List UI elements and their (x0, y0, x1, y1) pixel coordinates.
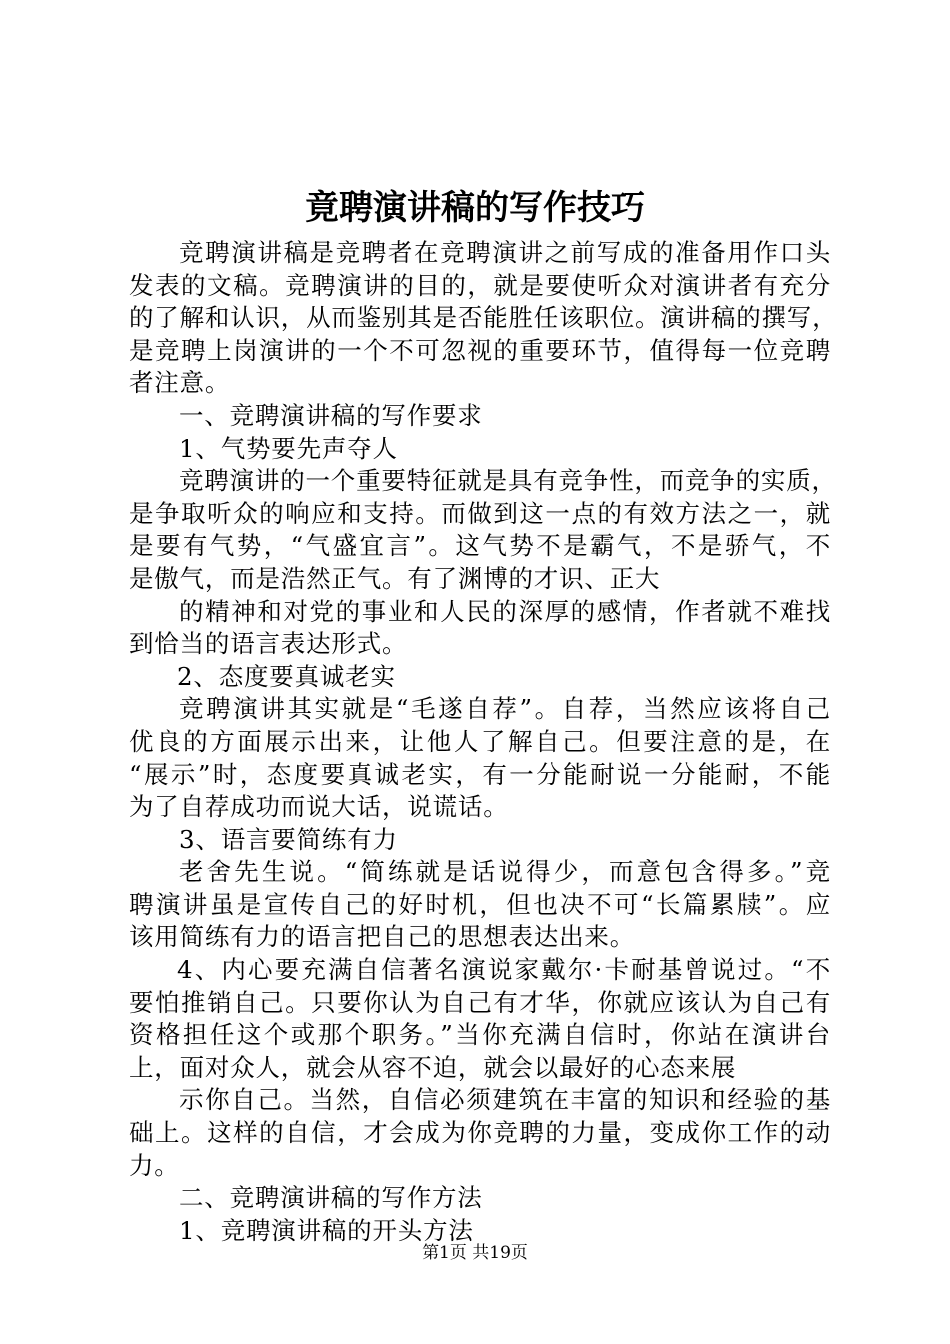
subsection-heading: 1、竞聘演讲稿的开头方法 (179, 1215, 474, 1245)
paragraph-line: 竞聘演讲的一个重要特征就是具有竞争性，而竞争的实质， (179, 466, 837, 496)
paragraph-line: 发表的文稿。竞聘演讲的目的，就是要使听众对演讲者有充分 (129, 270, 831, 300)
paragraph-line: 要怕推销自己。只要你认为自己有才华，你就应该认为自己有 (129, 987, 831, 1017)
paragraph-line: 该用简练有力的语言把自己的思想表达出来。 (129, 922, 635, 952)
paragraph-line: 是争取听众的响应和支持。而做到这一点的有效方法之一，就 (129, 498, 831, 528)
paragraph-line: 的精神和对党的事业和人民的深厚的感情，作者就不难找 (179, 596, 831, 626)
paragraph-line: 是要有气势，“气盛宜言”。这气势不是霸气，不是骄气，不 (129, 531, 831, 561)
subsection-heading: 2、态度要真诚老实 (177, 661, 396, 691)
paragraph-line: 为了自荐成功而说大话，说谎话。 (129, 792, 509, 822)
paragraph-line: 竞聘演讲其实就是“毛遂自荐”。自荐，当然应该将自己 (179, 694, 831, 724)
subsection-heading: 1、气势要先声夺人 (179, 433, 398, 463)
paragraph-line: 者注意。 (129, 368, 231, 398)
paragraph-line: 到恰当的语言表达形式。 (129, 629, 408, 659)
paragraph-line: 资格担任这个或那个职务。”当你充满自信时，你站在演讲台 (129, 1020, 831, 1050)
page-number-footer: 第1页 共19页 (422, 1243, 528, 1263)
paragraph-line: 竞聘演讲稿是竞聘者在竞聘演讲之前写成的准备用作口头 (179, 238, 831, 267)
paragraph-line: 的了解和认识，从而鉴别其是否能胜任该职位。演讲稿的撰写， (129, 303, 838, 333)
paragraph-line: 聘演讲虽是宣传自己的好时机，但也决不可“长篇累牍”。应 (129, 889, 831, 919)
document-title: 竟聘演讲稿的写作技巧 (305, 188, 645, 228)
paragraph-line: 优良的方面展示出来，让他人了解自己。但要注意的是，在 (129, 726, 831, 756)
section-heading: 二、竞聘演讲稿的写作方法 (179, 1183, 483, 1213)
paragraph-line: 4、内心要充满自信著名演说家戴尔·卡耐基曾说过。“不 (177, 955, 831, 985)
paragraph-line: 老舍先生说。“简练就是话说得少，而意包含得多。”竞 (179, 857, 831, 887)
paragraph-line: 础上。这样的自信，才会成为你竞聘的力量，变成你工作的动 (129, 1118, 831, 1148)
paragraph-line: 示你自己。当然，自信必须建筑在丰富的知识和经验的基 (179, 1085, 831, 1115)
paragraph-line: 上，面对众人，就会从容不迫，就会以最好的心态来展 (129, 1052, 737, 1082)
paragraph-line: “展示”时，态度要真诚老实，有一分能耐说一分能耐，不能 (129, 759, 831, 789)
paragraph-line: 是傲气，而是浩然正气。有了渊博的才识、正大 (129, 563, 661, 593)
document-body (129, 237, 838, 1247)
section-heading: 一、竞聘演讲稿的写作要求 (179, 400, 483, 430)
paragraph-line: 力。 (129, 1150, 180, 1180)
paragraph-line: 是竞聘上岗演讲的一个不可忽视的重要环节，值得每一位竞聘 (129, 335, 831, 365)
subsection-heading: 3、语言要简练有力 (179, 824, 398, 854)
